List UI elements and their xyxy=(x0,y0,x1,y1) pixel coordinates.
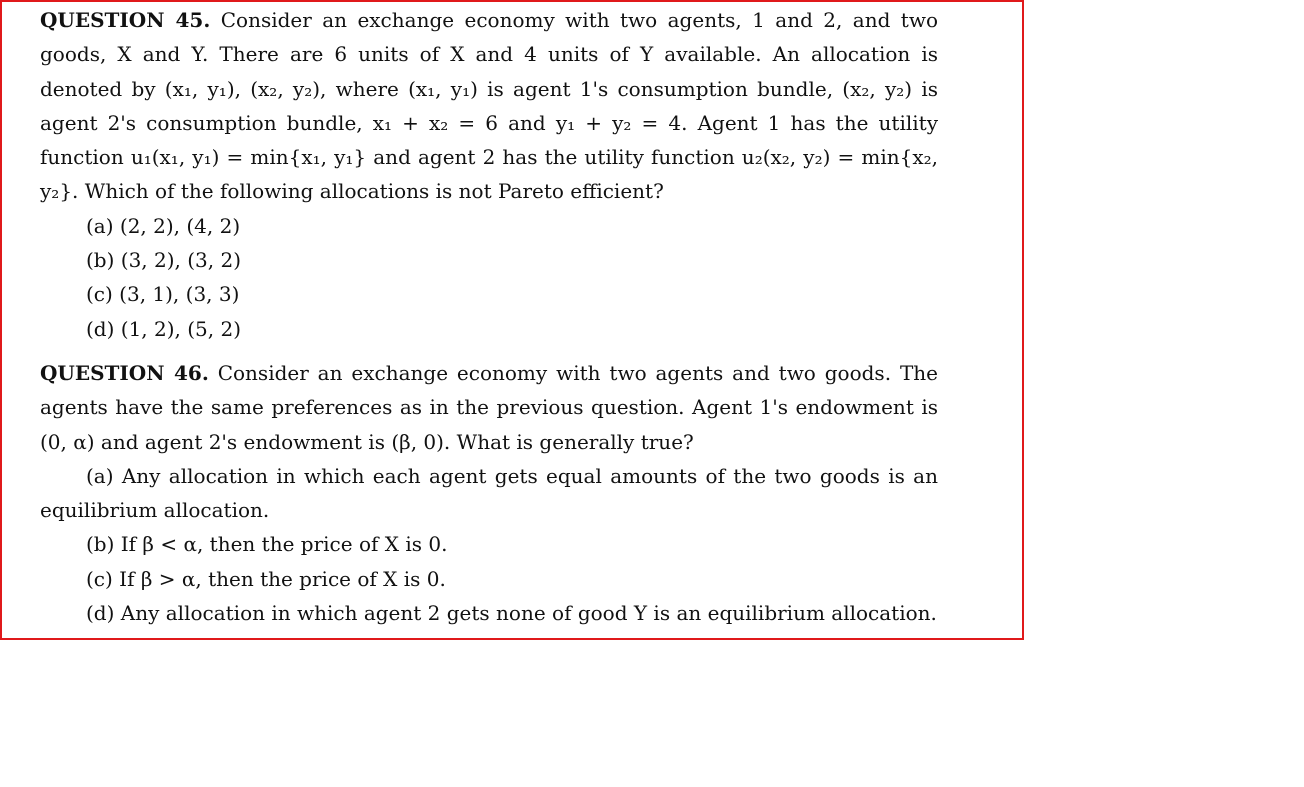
question-46-option-c: (c) If β > α, then the price of X is 0. xyxy=(86,566,446,591)
question-46-stem xyxy=(40,356,938,459)
question-46 xyxy=(40,356,938,630)
question-46-option-d: (d) Any allocation in which agent 2 gets none of good Y is an equilibrium allocation. xyxy=(86,601,937,626)
question-46-heading: QUESTION 46. xyxy=(40,360,209,385)
question-45-option-c: (c) (3, 1), (3, 3) xyxy=(86,282,240,307)
question-45 xyxy=(40,3,938,346)
question-45-heading: QUESTION 45. xyxy=(40,8,211,32)
question-46-option-b: (b) If β < α, then the price of X is 0. xyxy=(86,532,448,557)
question-45-stem xyxy=(40,3,938,209)
question-45-option-b: (b) (3, 2), (3, 2) xyxy=(86,248,242,273)
question-45-options xyxy=(86,209,938,346)
question-45-option-d: (d) (1, 2), (5, 2) xyxy=(86,316,242,341)
question-46-text: Consider an exchange economy with two agents and two goods. The agents have the same preferences as in the previous question. Agent 1's endowment is (0, α) and agent 2's endowment is (β, 0). What is generally true? xyxy=(40,360,939,454)
question-45-text: Consider an exchange economy with two agents, 1 and 2, and two goods, X and Y. There are 6 units of X and 4 units of Y available. An allocation is denoted by (x₁, y₁), (x₂, y₂), where (x₁, y₁) is agent 1's consumption bundle, (x₂, y₂) is agent 2's consumption bundle, x₁ + x₂ = 6 and y₁ + y₂ = 4. Agent 1 has the utility function u₁(x₁, y₁) = min{x₁, y₁} and agent 2 has the utility function u₂(x₂, y₂) = min{x₂, y₂}. Which of the following allocations is not Pareto efficient? xyxy=(40,8,939,204)
question-45-option-a: (a) (2, 2), (4, 2) xyxy=(86,213,241,238)
question-46-option-a: (a) Any allocation in which each agent gets equal amounts of the two goods is an equilibrium allocation. xyxy=(40,463,938,523)
question-document xyxy=(40,3,938,630)
